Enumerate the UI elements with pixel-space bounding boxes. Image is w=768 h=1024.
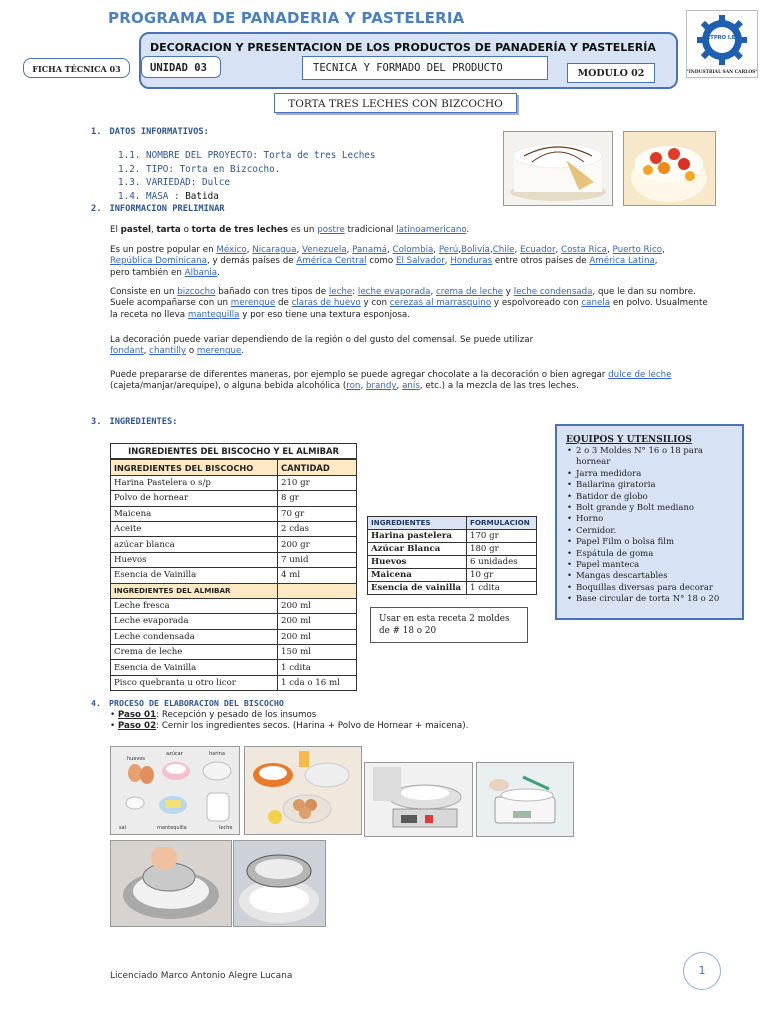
list-item: • Horno	[576, 514, 742, 525]
link-fondant[interactable]: fondant	[110, 346, 144, 357]
equipment-panel	[555, 424, 744, 620]
program-title: PROGRAMA DE PANADERIA Y PASTELERIA	[108, 9, 465, 27]
section-1-heading: 1. DATOS INFORMATIVOS:	[91, 127, 209, 137]
link-chantilly[interactable]: chantilly	[149, 346, 187, 357]
link-leche-condensada[interactable]: leche condensada	[513, 287, 593, 297]
header-main-title: DECORACION Y PRESENTACION DE LOS PRODUCTOS DE PANADERÍA Y PASTELERÍA	[150, 41, 656, 54]
link-country[interactable]: Colombia	[392, 245, 434, 255]
link-el-salvador[interactable]: El Salvador	[395, 256, 445, 267]
equipment-list	[566, 446, 742, 606]
list-item: • 2 o 3 Moldes N° 16 o 18 para hornear	[576, 446, 742, 469]
link-brandy[interactable]: brandy	[365, 381, 397, 392]
link-country[interactable]: República Dominicana	[110, 256, 207, 267]
link-country[interactable]: Costa Rica	[561, 245, 607, 255]
eggs-bowl-photo	[244, 746, 362, 835]
unidad-label: UNIDAD 03	[141, 56, 221, 78]
link-country[interactable]: Venezuela	[302, 245, 347, 255]
list-item: • Cernidor.	[576, 526, 742, 537]
tecnica-label: TECNICA Y FORMADO DEL PRODUCTO	[302, 56, 548, 80]
link-country[interactable]: Perú	[438, 245, 459, 255]
link-honduras[interactable]: Honduras	[450, 256, 493, 267]
link-country[interactable]: Chile	[492, 245, 515, 255]
link-latinoamericano[interactable]: latinoamericano	[396, 225, 467, 235]
link-country[interactable]: Ecuador	[520, 245, 556, 255]
link-country[interactable]: México	[216, 245, 247, 255]
list-item: 1.1. NOMBRE DEL PROYECTO: Torta de tres Leches	[118, 150, 376, 161]
photo-label: mantequilla	[157, 825, 187, 831]
paragraph-intro: El pastel, tarta o torta de tres leches es un postre tradicional latinoamericano.	[110, 225, 470, 235]
table-row: Polvo de hornear 8 gr	[111, 491, 357, 506]
cake-photo-1	[503, 131, 613, 206]
link-cerezas[interactable]: cerezas al marrasquino	[389, 298, 492, 309]
almibar-header: INGREDIENTES DEL ALMIBAR	[111, 583, 278, 598]
table-row: Maicena 70 gr	[111, 506, 357, 521]
step-list	[110, 710, 468, 733]
table-row: Leche evaporada 200 ml	[111, 614, 357, 629]
cetpro-logo	[686, 10, 758, 78]
link-bizcocho[interactable]: bizcocho	[177, 287, 216, 297]
page-number: 1	[683, 952, 721, 990]
link-country[interactable]: Nicaragua	[252, 245, 297, 255]
section-3-heading: 3. INGREDIENTES:	[91, 417, 178, 427]
list-item: 1.2. TIPO: Torta en Bizcocho.	[118, 163, 281, 175]
list-item: • Bolt grande y Bolt mediano	[576, 503, 742, 514]
link-america-central[interactable]: América Central	[296, 256, 367, 267]
table-row: Esencia de Vainilla 1 cdita	[111, 660, 357, 675]
gear-logo-icon	[687, 11, 757, 77]
table-title: INGREDIENTES DEL BISCOCHO Y EL ALMIBAR	[111, 444, 357, 460]
ingredients-table-biscocho	[110, 443, 357, 691]
step-item: • Paso 02: Cernir los ingredientes secos. (Harina + Polvo de Hornear + maicena).	[110, 721, 469, 732]
scale-flour-photo	[364, 762, 473, 837]
link-albania[interactable]: Albania	[184, 267, 218, 278]
list-item: • Papel manteca	[576, 560, 742, 571]
ingredients-photo	[110, 746, 240, 835]
table-row: Esencia de vainilla 1 cdita	[368, 582, 537, 595]
table-row: Huevos 6 unidades	[368, 556, 537, 569]
section-1-list	[118, 149, 376, 203]
link-merengue[interactable]: merengue	[230, 298, 276, 309]
recipe-title: TORTA TRES LECHES CON BIZCOCHO	[274, 93, 517, 113]
link-country[interactable]: Bolivia	[460, 245, 490, 255]
step-item: • Paso 01: Recepción y pesado de los insumos	[110, 710, 317, 720]
list-item: • Jarra medidora	[576, 469, 742, 480]
modulo-label: MODULO 02	[567, 63, 655, 83]
logo-text: CETPRO I.E.C	[702, 35, 742, 41]
list-item: • Boquillas diversas para decorar	[576, 583, 742, 594]
section-4-heading: 4. PROCESO DE ELABORACION DEL BISCOCHO	[91, 698, 284, 708]
table-row: Crema de leche 150 ml	[111, 645, 357, 660]
list-item: • Mangas descartables	[576, 571, 742, 582]
photo-label: sal	[119, 825, 127, 831]
footer-author: Licenciado Marco Antonio Alegre Lucana	[110, 971, 293, 981]
link-america-latina[interactable]: América Latina	[589, 256, 655, 267]
link-leche-evaporada[interactable]: leche evaporada	[357, 287, 431, 297]
table-row: Pisco quebranta u otro licor 1 cda o 16 ml	[111, 675, 357, 690]
link-claras-de-huevo[interactable]: claras de huevo	[291, 298, 361, 309]
table-header: INGREDIENTES	[368, 517, 467, 530]
photo-label: leche	[219, 825, 233, 831]
list-item: • Espátula de goma	[576, 549, 742, 560]
sifting-photo-2	[233, 840, 326, 927]
link-mantequilla[interactable]: mantequilla	[187, 309, 240, 320]
logo-caption: "INDUSTRIAL SAN CARLOS"	[687, 70, 757, 75]
table-row: Esencia de Vainilla 4 ml	[111, 568, 357, 583]
link-country[interactable]: Puerto Rico	[612, 245, 663, 255]
list-item: • Papel Film o bolsa film	[576, 537, 742, 548]
list-item: 1.3. VARIEDAD: Dulce	[118, 177, 230, 188]
paragraph-consiste: Consiste en un bizcocho bañado con tres tipos de leche: leche evaporada, crema de leche y leche condensada, que le dan su nombre. Suele acompañarse con un merengue de claras de huevo y con cerezas al marrasquino y espolvoreado con canela en polvo. Usualmente la receta no lleva mantequilla y por eso tiene una textura esponjosa.	[110, 287, 708, 320]
table-row: Aceite 2 cdas	[111, 521, 357, 536]
link-postre[interactable]: postre	[317, 225, 345, 235]
formulation-table	[367, 516, 537, 595]
photo-label: harina	[209, 751, 225, 757]
list-item: 1.4. MASA : Batida	[118, 190, 219, 202]
paragraph-countries: Es un postre popular en México, Nicaragua, Venezuela, Panamá, Colombia, Perú,Bolivia,Chile, Ecuador, Costa Rica, Puerto Rico, República Dominicana, y demás países de América Central como El Salvador, Honduras entre otros países de América Latina, pero también en Albania.	[110, 245, 665, 278]
table-row: Harina pastelera 170 gr	[368, 530, 537, 543]
photo-label: azúcar	[166, 751, 183, 757]
link-dulce-de-leche[interactable]: dulce de leche	[608, 370, 672, 380]
table-row: Huevos 7 unid	[111, 552, 357, 567]
equipment-title: EQUIPOS Y UTENSILIOS	[566, 435, 692, 445]
link-ron[interactable]: ron	[346, 381, 361, 392]
table-row: azúcar blanca 200 gr	[111, 537, 357, 552]
link-crema-de-leche[interactable]: crema de leche	[435, 287, 504, 297]
list-item: • Bailarina giratoria	[576, 480, 742, 491]
table-header: INGREDIENTES DEL BISCOCHO	[111, 459, 278, 475]
table-row: Maicena 10 gr	[368, 569, 537, 582]
cake-photo-2	[623, 131, 716, 206]
paragraph-decoracion: La decoración puede variar dependiendo de la región o del gusto del comensal. Se puede utilizar fondant, chantilly o merengue.	[110, 335, 534, 357]
table-header: FORMULACION	[467, 517, 537, 530]
table-row: Leche condensada 200 ml	[111, 629, 357, 644]
ficha-tecnica-label: FICHA TÉCNICA 03	[23, 58, 130, 78]
link-merengue-2[interactable]: merengue	[196, 346, 242, 357]
section-2-heading: 2. INFORMACION PRELIMINAR	[91, 204, 225, 214]
table-header: CANTIDAD	[278, 459, 357, 475]
list-item: • Batidor de globo	[576, 492, 742, 503]
link-anis[interactable]: anís	[402, 381, 420, 392]
table-row: Harina Pastelera o s/p 210 gr	[111, 475, 357, 490]
photo-label: huevos	[127, 756, 146, 762]
table-row: Leche fresca 200 ml	[111, 598, 357, 613]
table-row: Azúcar Blanca 180 gr	[368, 543, 537, 556]
sifting-photo-1	[110, 840, 232, 927]
list-item: • Base circular de torta N° 18 o 20	[576, 594, 742, 605]
link-canela[interactable]: canela	[581, 298, 611, 309]
digital-scale-photo	[476, 762, 574, 837]
paragraph-preparacion: Puede prepararse de diferentes maneras, por ejemplo se puede agregar chocolate a la decoración o bien agregar dulce de leche (cajeta/manjar/arequipe), o alguna bebida alcohólica (ron, brandy, anís, etc.) a la mezcla de las tres leches.	[110, 370, 672, 392]
mold-note: Usar en esta receta 2 moldes de # 18 o 20	[370, 607, 528, 643]
link-country[interactable]: Panamá	[352, 245, 387, 255]
link-leche[interactable]: leche	[328, 287, 353, 297]
